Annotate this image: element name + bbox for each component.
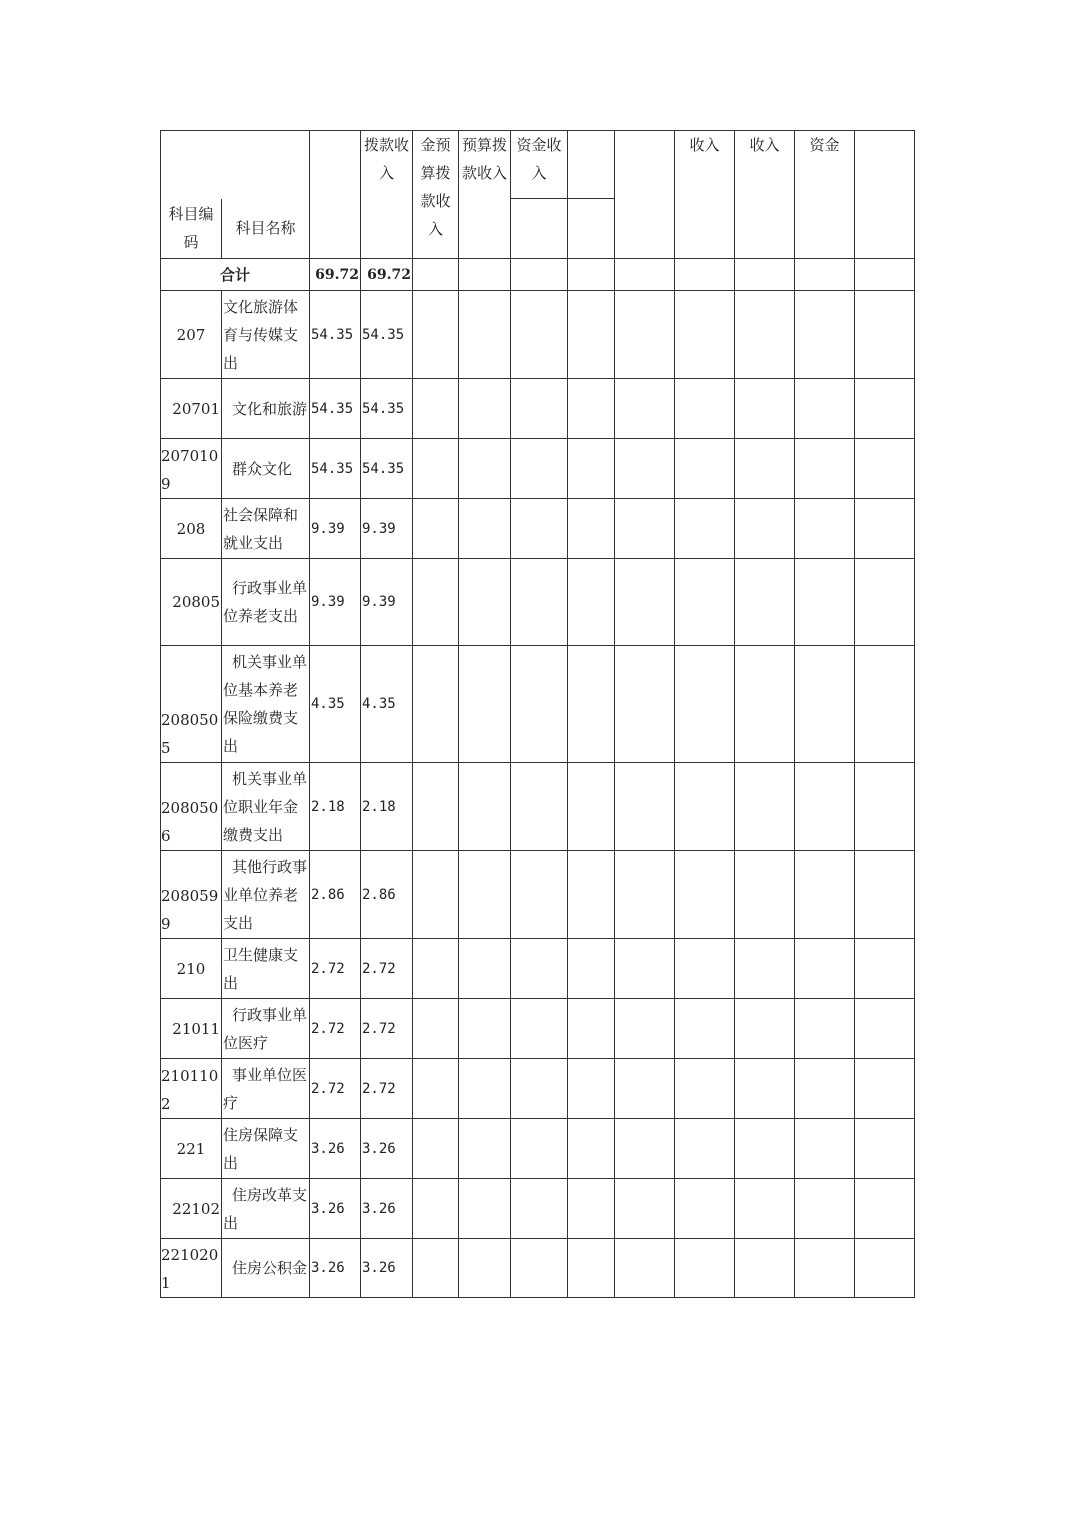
empty-cell	[675, 1059, 735, 1119]
empty-cell	[413, 999, 459, 1059]
header-col-total	[310, 131, 361, 259]
empty-cell	[568, 559, 615, 646]
row-name: 住房改革支出	[222, 1179, 310, 1239]
empty-cell	[459, 999, 511, 1059]
empty-cell	[413, 291, 459, 379]
empty-cell	[795, 851, 855, 939]
empty-cell	[568, 1239, 615, 1298]
row-name: 群众文化	[222, 439, 310, 499]
row-name: 社会保障和就业支出	[222, 499, 310, 559]
empty-cell	[795, 763, 855, 851]
empty-cell	[675, 1239, 735, 1298]
empty-cell	[568, 1119, 615, 1179]
header-row-1	[161, 131, 915, 199]
empty-cell	[675, 1179, 735, 1239]
row-code: 2101102	[161, 1059, 222, 1119]
empty-cell	[735, 999, 795, 1059]
empty-cell	[855, 999, 915, 1059]
table-row	[161, 1179, 915, 1239]
empty-cell	[413, 499, 459, 559]
row-total: 2.18	[310, 763, 361, 851]
row-code: 207	[161, 291, 222, 379]
empty-cell	[511, 1059, 568, 1119]
empty-cell	[735, 763, 795, 851]
header-col-fund-income: 资金收入	[511, 131, 568, 199]
empty-cell	[511, 646, 568, 763]
empty-cell	[795, 1239, 855, 1298]
empty-cell	[511, 851, 568, 939]
row-name: 住房公积金	[222, 1239, 310, 1298]
empty-cell	[459, 559, 511, 646]
empty-cell	[511, 499, 568, 559]
empty-cell	[735, 1179, 795, 1239]
row-code: 2070109	[161, 439, 222, 499]
empty-cell	[735, 646, 795, 763]
empty-cell	[795, 999, 855, 1059]
empty-cell	[855, 646, 915, 763]
empty-cell	[459, 646, 511, 763]
empty-cell	[459, 439, 511, 499]
empty-cell	[511, 1239, 568, 1298]
row-allocation: 54.35	[361, 439, 413, 499]
empty-cell	[855, 763, 915, 851]
empty-cell	[413, 851, 459, 939]
empty-cell	[413, 379, 459, 439]
empty-cell	[568, 763, 615, 851]
row-total: 3.26	[310, 1119, 361, 1179]
row-total: 3.26	[310, 1239, 361, 1298]
row-total: 2.72	[310, 1059, 361, 1119]
row-name: 机关事业单位基本养老保险缴费支出	[222, 646, 310, 763]
empty-cell	[855, 1059, 915, 1119]
empty-cell	[413, 439, 459, 499]
empty-cell	[568, 646, 615, 763]
empty-cell	[568, 1179, 615, 1239]
empty-cell	[459, 939, 511, 999]
total-allocation: 69.72	[361, 259, 413, 291]
empty-cell	[735, 851, 795, 939]
empty-cell	[615, 499, 675, 559]
empty-cell	[615, 1179, 675, 1239]
row-code: 20805	[161, 559, 222, 646]
empty-cell	[511, 439, 568, 499]
row-name: 住房保障支出	[222, 1119, 310, 1179]
row-name: 事业单位医疗	[222, 1059, 310, 1119]
empty-cell	[568, 1059, 615, 1119]
table-row	[161, 939, 915, 999]
header-col-7	[568, 131, 615, 199]
empty-cell	[855, 291, 915, 379]
empty-cell	[795, 439, 855, 499]
empty-cell	[795, 379, 855, 439]
table-row	[161, 499, 915, 559]
empty-cell	[459, 499, 511, 559]
empty-cell	[795, 1059, 855, 1119]
empty-cell	[413, 763, 459, 851]
header-col-allocation: 拨款收入	[361, 131, 413, 259]
row-code: 208	[161, 499, 222, 559]
empty-cell	[413, 939, 459, 999]
empty-cell	[675, 291, 735, 379]
empty-cell	[735, 291, 795, 379]
empty-cell	[459, 379, 511, 439]
row-total: 54.35	[310, 291, 361, 379]
row-allocation: 3.26	[361, 1239, 413, 1298]
row-name: 行政事业单位医疗	[222, 999, 310, 1059]
row-total: 9.39	[310, 559, 361, 646]
budget-table	[160, 130, 915, 1298]
empty-cell	[735, 1119, 795, 1179]
empty-cell	[735, 439, 795, 499]
empty-cell	[459, 1119, 511, 1179]
empty-cell	[413, 1239, 459, 1298]
table-row	[161, 439, 915, 499]
header-code: 科目编码	[161, 199, 222, 259]
empty-cell	[615, 646, 675, 763]
table-body	[161, 291, 915, 1298]
row-allocation: 2.72	[361, 1059, 413, 1119]
table-row	[161, 379, 915, 439]
empty-cell	[795, 499, 855, 559]
empty-cell	[735, 1239, 795, 1298]
empty-cell	[675, 559, 735, 646]
row-allocation: 2.72	[361, 999, 413, 1059]
header-col-income-a: 收入	[675, 131, 735, 259]
empty-cell	[413, 1179, 459, 1239]
empty-cell	[511, 939, 568, 999]
row-total: 4.35	[310, 646, 361, 763]
empty-cell	[795, 939, 855, 999]
empty-cell	[855, 851, 915, 939]
empty-cell	[511, 763, 568, 851]
header-sub-7	[568, 199, 615, 259]
empty-cell	[795, 291, 855, 379]
empty-cell	[855, 939, 915, 999]
header-col-prior-budget: 预算拨款收入	[459, 131, 511, 259]
row-total: 9.39	[310, 499, 361, 559]
empty-cell	[675, 379, 735, 439]
header-col-gov-fund: 金预算拨款收入	[413, 131, 459, 259]
table-row	[161, 1239, 915, 1298]
row-total: 54.35	[310, 439, 361, 499]
empty-cell	[615, 999, 675, 1059]
row-allocation: 2.72	[361, 939, 413, 999]
empty-cell	[675, 851, 735, 939]
empty-cell	[615, 1119, 675, 1179]
empty-cell	[795, 1179, 855, 1239]
header-name: 科目名称	[222, 199, 310, 259]
table-row	[161, 851, 915, 939]
empty-cell	[568, 439, 615, 499]
row-allocation: 3.26	[361, 1119, 413, 1179]
empty-cell	[735, 1059, 795, 1119]
empty-cell	[855, 1239, 915, 1298]
empty-cell	[459, 763, 511, 851]
empty-cell	[675, 999, 735, 1059]
row-code: 2080505	[161, 646, 222, 763]
row-name: 文化旅游体育与传媒支出	[222, 291, 310, 379]
row-allocation: 54.35	[361, 291, 413, 379]
row-code: 2080599	[161, 851, 222, 939]
total-amount: 69.72	[310, 259, 361, 291]
empty-cell	[511, 291, 568, 379]
row-allocation: 3.26	[361, 1179, 413, 1239]
total-row	[161, 259, 915, 291]
table-row	[161, 1119, 915, 1179]
row-allocation: 9.39	[361, 499, 413, 559]
total-label: 合计	[161, 259, 310, 291]
empty-cell	[413, 559, 459, 646]
row-code: 21011	[161, 999, 222, 1059]
empty-cell	[675, 939, 735, 999]
empty-cell	[735, 379, 795, 439]
row-name: 文化和旅游	[222, 379, 310, 439]
empty-cell	[795, 559, 855, 646]
row-total: 3.26	[310, 1179, 361, 1239]
row-allocation: 2.18	[361, 763, 413, 851]
header-col-fund: 资金	[795, 131, 855, 259]
empty-cell	[675, 499, 735, 559]
table-row	[161, 763, 915, 851]
empty-cell	[568, 939, 615, 999]
header-col-income-b: 收入	[735, 131, 795, 259]
empty-cell	[568, 379, 615, 439]
header-sub-6	[511, 199, 568, 259]
row-allocation: 2.86	[361, 851, 413, 939]
empty-cell	[615, 379, 675, 439]
empty-cell	[511, 1179, 568, 1239]
table-row	[161, 1059, 915, 1119]
row-code: 22102	[161, 1179, 222, 1239]
empty-cell	[459, 1179, 511, 1239]
empty-cell	[615, 1239, 675, 1298]
row-code: 2080506	[161, 763, 222, 851]
empty-cell	[459, 851, 511, 939]
empty-cell	[615, 291, 675, 379]
table-row	[161, 559, 915, 646]
empty-cell	[795, 1119, 855, 1179]
row-total: 2.86	[310, 851, 361, 939]
empty-cell	[568, 291, 615, 379]
empty-cell	[568, 851, 615, 939]
empty-cell	[511, 999, 568, 1059]
empty-cell	[511, 379, 568, 439]
empty-cell	[855, 499, 915, 559]
row-total: 2.72	[310, 999, 361, 1059]
empty-cell	[675, 439, 735, 499]
row-total: 54.35	[310, 379, 361, 439]
empty-cell	[855, 559, 915, 646]
header-blank	[161, 131, 310, 199]
row-code: 210	[161, 939, 222, 999]
empty-cell	[615, 851, 675, 939]
empty-cell	[855, 1179, 915, 1239]
table-row	[161, 291, 915, 379]
row-allocation: 4.35	[361, 646, 413, 763]
empty-cell	[735, 939, 795, 999]
empty-cell	[675, 763, 735, 851]
empty-cell	[615, 559, 675, 646]
empty-cell	[675, 646, 735, 763]
empty-cell	[459, 291, 511, 379]
row-name: 机关事业单位职业年金缴费支出	[222, 763, 310, 851]
header-col-8	[615, 131, 675, 259]
empty-cell	[615, 939, 675, 999]
row-name: 其他行政事业单位养老支出	[222, 851, 310, 939]
row-name: 卫生健康支出	[222, 939, 310, 999]
table-row	[161, 646, 915, 763]
empty-cell	[511, 1119, 568, 1179]
empty-cell	[459, 1239, 511, 1298]
row-code: 221	[161, 1119, 222, 1179]
row-code: 2210201	[161, 1239, 222, 1298]
empty-cell	[568, 999, 615, 1059]
empty-cell	[735, 559, 795, 646]
empty-cell	[855, 379, 915, 439]
row-total: 2.72	[310, 939, 361, 999]
row-code: 20701	[161, 379, 222, 439]
empty-cell	[568, 499, 615, 559]
empty-cell	[459, 1059, 511, 1119]
row-allocation: 9.39	[361, 559, 413, 646]
empty-cell	[855, 1119, 915, 1179]
empty-cell	[615, 439, 675, 499]
row-allocation: 54.35	[361, 379, 413, 439]
empty-cell	[413, 1119, 459, 1179]
row-name: 行政事业单位养老支出	[222, 559, 310, 646]
header-col-13	[855, 131, 915, 259]
empty-cell	[795, 646, 855, 763]
empty-cell	[675, 1119, 735, 1179]
table-row	[161, 999, 915, 1059]
empty-cell	[511, 559, 568, 646]
empty-cell	[413, 1059, 459, 1119]
empty-cell	[855, 439, 915, 499]
empty-cell	[615, 763, 675, 851]
empty-cell	[615, 1059, 675, 1119]
empty-cell	[413, 646, 459, 763]
empty-cell	[735, 499, 795, 559]
